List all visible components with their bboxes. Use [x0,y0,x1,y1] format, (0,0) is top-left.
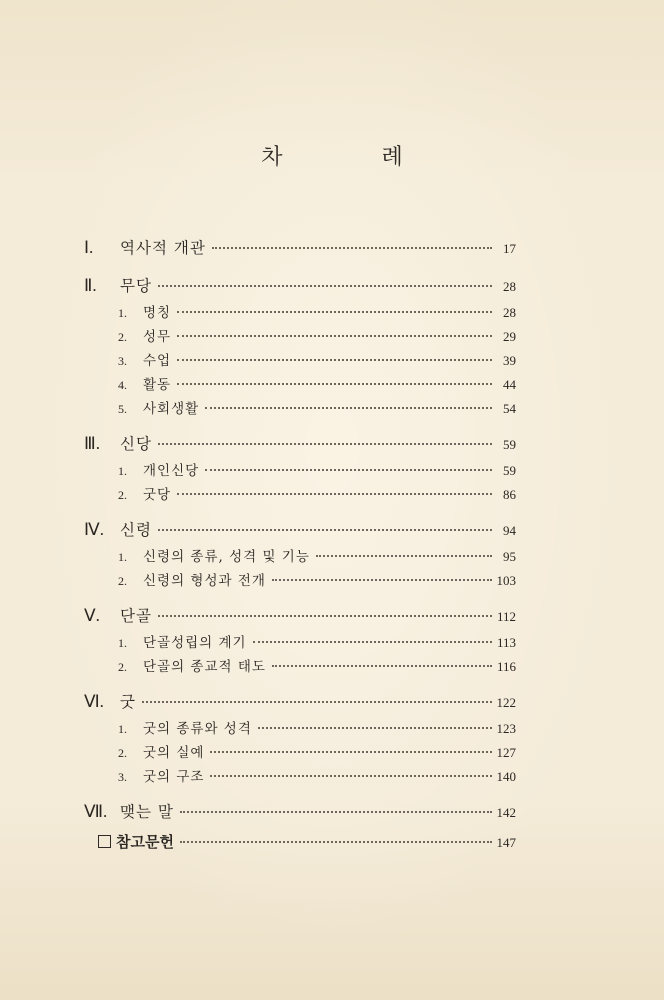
dot-leader [210,751,492,753]
chapter-title: 맺는 말 [120,803,174,821]
section-title: 단골성립의 계기 [143,635,247,651]
page-number: 59 [503,463,516,478]
chapter-title: 신령 [120,521,152,539]
toc-chapter-row[interactable] [84,604,516,631]
section-title: 굿의 실예 [143,745,205,761]
page-number: 94 [503,523,516,538]
section-title: 단골의 종교적 태도 [143,659,266,675]
table-of-contents [84,236,516,858]
toc-section-row[interactable] [84,569,516,593]
section-title: 굿의 구조 [143,769,205,785]
toc-section-row[interactable] [84,631,516,655]
dot-leader [205,469,492,471]
page-number: 44 [503,377,516,392]
chapter-title: 굿 [120,693,136,711]
page-number: 140 [496,769,516,784]
section-number: 3. [118,354,127,368]
toc-chapter-4 [84,518,516,593]
section-number: 5. [118,402,127,416]
toc-chapter-1 [84,236,516,263]
page-number: 39 [503,353,516,368]
page-number: 112 [496,609,516,624]
toc-chapter-6 [84,690,516,789]
toc-section-row[interactable] [84,325,516,349]
page-number: 147 [496,835,516,850]
toc-section-row[interactable] [84,717,516,741]
dot-leader [205,407,492,409]
toc-section-row[interactable] [84,373,516,397]
dot-leader [180,811,492,813]
dot-leader [177,335,492,337]
chapter-number: Ⅴ. [84,606,100,625]
section-number: 2. [118,746,127,760]
chapter-number: Ⅱ. [84,276,97,295]
toc-chapter-row[interactable] [84,236,516,263]
dot-leader [253,641,492,643]
toc-section-row[interactable] [84,741,516,765]
toc-chapter-row[interactable] [84,800,516,827]
dot-leader [272,665,492,667]
dot-leader [158,443,492,445]
toc-references-row[interactable] [84,831,516,858]
chapter-number: Ⅰ. [84,238,94,257]
page-number: 127 [496,745,516,760]
toc-section-row[interactable] [84,655,516,679]
toc-chapter-2 [84,274,516,421]
page-number: 17 [503,241,516,256]
chapter-number: Ⅳ. [84,520,104,539]
page-number: 123 [496,721,516,736]
page-number: 103 [496,573,516,588]
section-title: 수업 [143,353,172,369]
section-title: 굿의 종류와 성격 [143,721,252,737]
dot-leader [158,529,492,531]
toc-chapter-row[interactable] [84,690,516,717]
toc-section-row[interactable] [84,545,516,569]
toc-section-row[interactable] [84,349,516,373]
dot-leader [158,285,492,287]
section-number: 2. [118,574,127,588]
section-number: 1. [118,636,127,650]
section-title: 신령의 종류, 성격 및 기능 [143,549,310,565]
dot-leader [272,579,492,581]
dot-leader [212,247,492,249]
toc-chapter-5 [84,604,516,679]
page-number: 59 [503,437,516,452]
chapter-number: Ⅵ. [84,692,104,711]
box-icon [98,835,111,848]
toc-chapter-row[interactable] [84,432,516,459]
page-number: 86 [503,487,516,502]
toc-chapter-3 [84,432,516,507]
section-number: 2. [118,488,127,502]
dot-leader [177,311,492,313]
dot-leader [177,493,492,495]
section-title: 사회생활 [143,401,200,417]
page-number: 95 [503,549,516,564]
section-title: 명칭 [143,305,172,321]
dot-leader [180,841,492,843]
toc-section-row[interactable] [84,459,516,483]
chapter-title: 역사적 개관 [120,239,206,257]
page-title: 차 례 [261,145,449,170]
dot-leader [177,383,492,385]
section-number: 1. [118,550,127,564]
dot-leader [210,775,492,777]
toc-section-row[interactable] [84,765,516,789]
section-number: 2. [118,660,127,674]
page-number: 28 [503,305,516,320]
section-number: 3. [118,770,127,784]
section-title: 신령의 형성과 전개 [143,573,266,589]
toc-chapter-row[interactable] [84,274,516,301]
section-number: 1. [118,464,127,478]
page-number: 28 [503,279,516,294]
dot-leader [142,701,492,703]
section-title: 활동 [143,377,172,393]
page-number: 113 [496,635,516,650]
chapter-number: Ⅲ. [84,434,100,453]
section-title: 굿당 [143,487,172,503]
page-number: 122 [496,695,516,710]
section-title: 성무 [143,329,172,345]
toc-section-row[interactable] [84,397,516,421]
page-number: 29 [503,329,516,344]
chapter-title: 단골 [120,607,152,625]
page-number: 116 [496,659,516,674]
section-title: 개인신당 [143,463,200,479]
section-number: 1. [118,306,127,320]
toc-section-row[interactable] [84,301,516,325]
page-number: 54 [503,401,516,416]
dot-leader [316,555,492,557]
chapter-number: Ⅶ. [84,802,108,821]
chapter-title: 무당 [120,277,152,295]
toc-chapter-row[interactable] [84,518,516,545]
section-number: 4. [118,378,127,392]
toc-chapter-7 [84,800,516,827]
section-number: 2. [118,330,127,344]
dot-leader [258,727,492,729]
dot-leader [158,615,492,617]
references-title: 참고문헌 [116,833,174,851]
page-number: 142 [496,805,516,820]
dot-leader [177,359,492,361]
chapter-title: 신당 [120,435,152,453]
toc-section-row[interactable] [84,483,516,507]
section-number: 1. [118,722,127,736]
